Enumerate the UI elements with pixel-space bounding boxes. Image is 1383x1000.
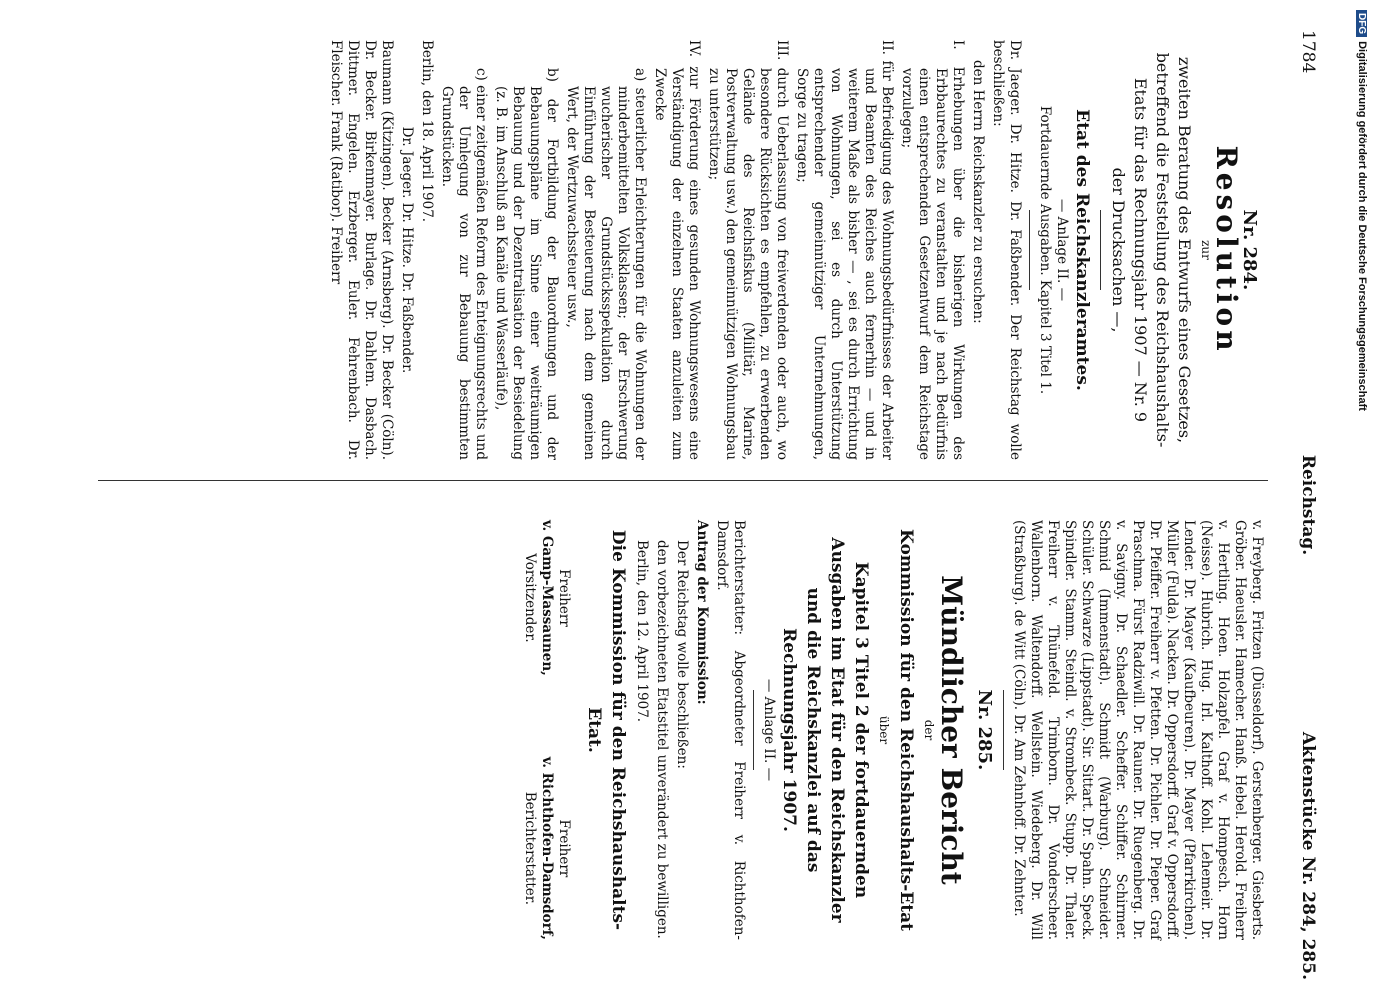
antrag-heading: Antrag der Kommission: — [694, 520, 710, 705]
funding-note — [1348, 10, 1378, 411]
list-item — [651, 40, 702, 460]
item-num: I. — [950, 40, 966, 50]
ueber-label: über — [877, 715, 891, 745]
subitem-num: a) — [632, 68, 648, 82]
doc-number: Nr. 284. — [1239, 209, 1260, 291]
list-item — [705, 40, 790, 460]
etat-heading: Etat des Reichskanzleramtes. — [1072, 109, 1092, 391]
sig-line: Freiherr — [556, 569, 572, 627]
antrag-text: den vorbezeichneten Etatstitel unverändert zu bewilligen. — [654, 540, 670, 939]
sig-line: Freiherr — [556, 819, 572, 878]
sig-line: Vorsitzender. — [522, 553, 538, 643]
sub-list-item — [438, 40, 489, 460]
funding-text: Digitalisierung gefördert durch die Deutsche Forschungsgemeinschaft — [1356, 41, 1368, 411]
item-num: IV. — [686, 40, 702, 58]
item-text: für Befriedigung des Wohnungsbedürfnisses der Arbeiter und Beamten des Reiches auch fernerhin — und in weiterem Maße als bisher — , sei es durch Errichtung von Wohnungen, sei es durch Unterstützung entsprechender gemeinnütziger Unternehmungen, Sorge zu tragen; — [794, 60, 895, 460]
signers-continued: v. Freyberg. Fritzen (Düsseldorf). Gerstenberger. Giesberts. Gröber. Haeusler. Hamecher. Hanß. Hebel. Herold. Freiherr v. Hertling. Hoen. Holzapfel. Graf v. Hompesch. Horn (Neisse). Hubrich. Hug. Irl. Kalthoff. Kohl. Lehemeir. Dr. Lender. Dr. Mayer (Kaufbeuren). Dr. Mayer (Pfarrkirchen). Müller (Fulda). Nacken. Dr. Oppersdorff. Graf v. Oppersdorff. Dr. Pfeiffer. Freiherr v. Pfetten. Dr. Pichler. Dr. Pieper. Graf Praschma. Fürst Radziwill. Dr. Rauner. Dr. Ruegenberg. Dr. v. Savigny. Dr. Schaedler. Scheffer. Schiffer. Schirmer. Schmid (Immenstadt). Schmidt (Warburg). Schneider. Schüler. Schwarze (Lippstadt). Sir. Sittart. Dr. Spahn. Speck. Spindler. Stamm. Steindl. v. Strombeck. Stupp. Dr. Thaler. Freiherr v. Thünefeld. Trimborn. Dr. Vonderscheer. Wallenborn. Waltendorff. Wellstein. Wiedeberg. Dr. Will (Straßburg). de Witt (Cöln). Dr. Am Zehnhoff. Dr. Zehnter. — [1011, 520, 1265, 940]
ausgaben-label: Fortdauernde Ausgaben. Kapitel 3 Titel 1. — [1037, 105, 1053, 395]
item-text: durch Ueberlassung von freiwerdenden oder auch, wo besondere Rücksichten es empfehlen, zu erwerbenden Gelände des Reichsfiskus (Militär, Marine, Postverwaltung usw.) den gemeinnützigen Wohnungsbau zu unterstützen; — [706, 67, 790, 460]
heading-line-1: zweiten Beratung des Entwurfs eines Gesetzes, — [1175, 56, 1194, 444]
page-header — [1288, 30, 1318, 980]
divider-rule-2 — [1029, 210, 1030, 290]
divider-rule-4 — [753, 690, 754, 770]
sig-line: Berichterstatter. — [522, 791, 538, 906]
funding-note-text-wrap — [1356, 10, 1368, 411]
anlage-label: — Anlage II. — — [1054, 198, 1070, 302]
subitem-num: b) — [544, 68, 560, 82]
list-item — [898, 40, 966, 460]
divider-rule — [1100, 210, 1101, 290]
doc-title: Resolution — [1210, 145, 1243, 355]
sig-line: v. Richthofen-Damsdorf, — [539, 756, 555, 940]
report-date: Berlin, den 12. April 1907. — [634, 540, 650, 723]
divider-rule-3 — [1003, 690, 1004, 770]
commission-name: Kommission für den Reichshaushalts-Etat — [896, 529, 916, 931]
signers-list: Baumann (Kitzingen). Becker (Arnsberg). Dr. Becker (Cöln). Dr. Becker. Birkenmayer. Burlage. Dr. Dahlem. Dasbach. Dittmer. Engelen. Erzberger. Euler. Fehrenbach. Dr. Fleischer. Frank (Ratibor). Freiherr — [328, 40, 395, 460]
item-text: zur Förderung eines gesunden Wohnungswesens eine Verständigung der einzelnen Staaten anzuleiten zum Zwecke — [652, 66, 702, 460]
left-column — [324, 40, 1268, 460]
dfg-logo: DFG — [1356, 10, 1367, 37]
list-item — [793, 40, 895, 460]
item-num: II. — [879, 40, 895, 55]
reporter-line: Berichterstatter: Abgeordneter Freiherr v. Richthofen-Damsdorf. — [714, 520, 747, 940]
subitem-num: c) — [473, 68, 489, 81]
column-divider — [98, 480, 1268, 481]
signers-top: Dr. Jaeger. Dr. Hitze. Dr. Faßbender. — [399, 126, 415, 374]
header-center: Reichstag. — [1298, 454, 1318, 556]
item-text: Erhebungen über die bisherigen Wirkungen des Erbbaurechtes zu veranstalten und je nach Bedürfnis einen entsprechenden Gesetzentwurf dem Reichstage vorzulegen; — [899, 66, 966, 460]
signature-reporter — [521, 757, 572, 940]
heading-line-2: betreffend die Feststellung des Reichshaushalts- — [1153, 52, 1172, 448]
commission-signature: Die Kommission für den Reichshaushalts-Etat. — [584, 529, 628, 931]
right-column — [521, 520, 1268, 940]
resolution-intro: Dr. Jaeger. Dr. Hitze. Dr. Faßbender. Der Reichstag wolle beschließen: — [990, 40, 1023, 460]
page-number: 1784 — [1298, 30, 1318, 74]
antrag-intro: Der Reichstag wolle beschließen: — [674, 540, 690, 769]
der-label: der — [922, 719, 936, 741]
heading-line-4: der Drucksachen —, — [1109, 167, 1128, 333]
resolution-intro-2: den Herrn Reichskanzler zu ersuchen: — [970, 60, 986, 324]
report-topic: Kapitel 3 Titel 2 der fortdauernden Ausgaben im Etat für den Reichskanzler und die Reichskanzlei auf das Rechnungsjahr 1907. — [779, 537, 871, 923]
anlage-label-2: — Anlage II. — — [761, 678, 777, 782]
resolution-date: Berlin, den 18. April 1907. — [419, 40, 435, 223]
sig-line: v. Gamp-Massaunen, — [539, 520, 555, 676]
subitem-text: der Fortbildung der Bauordnungen und der Bebauungspläne im Sinne einer weiträumigen Bebauung und der Dezentralisation der Besiedelung (z. B. im Anschluß an Kanäle und Wasserläufe), — [493, 86, 560, 461]
item-num: III. — [774, 40, 790, 61]
signature-block — [521, 520, 572, 940]
report-title: Mündlicher Bericht — [935, 575, 968, 885]
rotated-document — [48, 0, 1338, 1000]
zur-label: zur — [1199, 240, 1213, 260]
doc-number-2: Nr. 285. — [974, 689, 995, 771]
heading-line-3: Etats für das Rechnungsjahr 1907 — Nr. 9 — [1131, 77, 1150, 423]
sub-list-item — [563, 40, 648, 460]
subitem-text: steuerlicher Erleichterungen für die Wohnungen der minderbemittelten Volksklassen; der Erschwerung wucherischer Grundstücksspekulation durch Einführung der Besteuerung nach dem gemeinen Wert, der Wertzuwachssteuer usw., — [564, 86, 648, 460]
document-page — [48, 0, 1338, 1000]
signature-chair — [521, 520, 572, 676]
subitem-text: einer zeitgemäßen Reform des Enteignungsrechts und der Umlegung von zur Bebauung bestimmten Grundstücken. — [439, 85, 489, 460]
header-right: Aktenstücke Nr. 284, 285. — [1298, 731, 1318, 980]
sub-list-item — [492, 40, 560, 460]
